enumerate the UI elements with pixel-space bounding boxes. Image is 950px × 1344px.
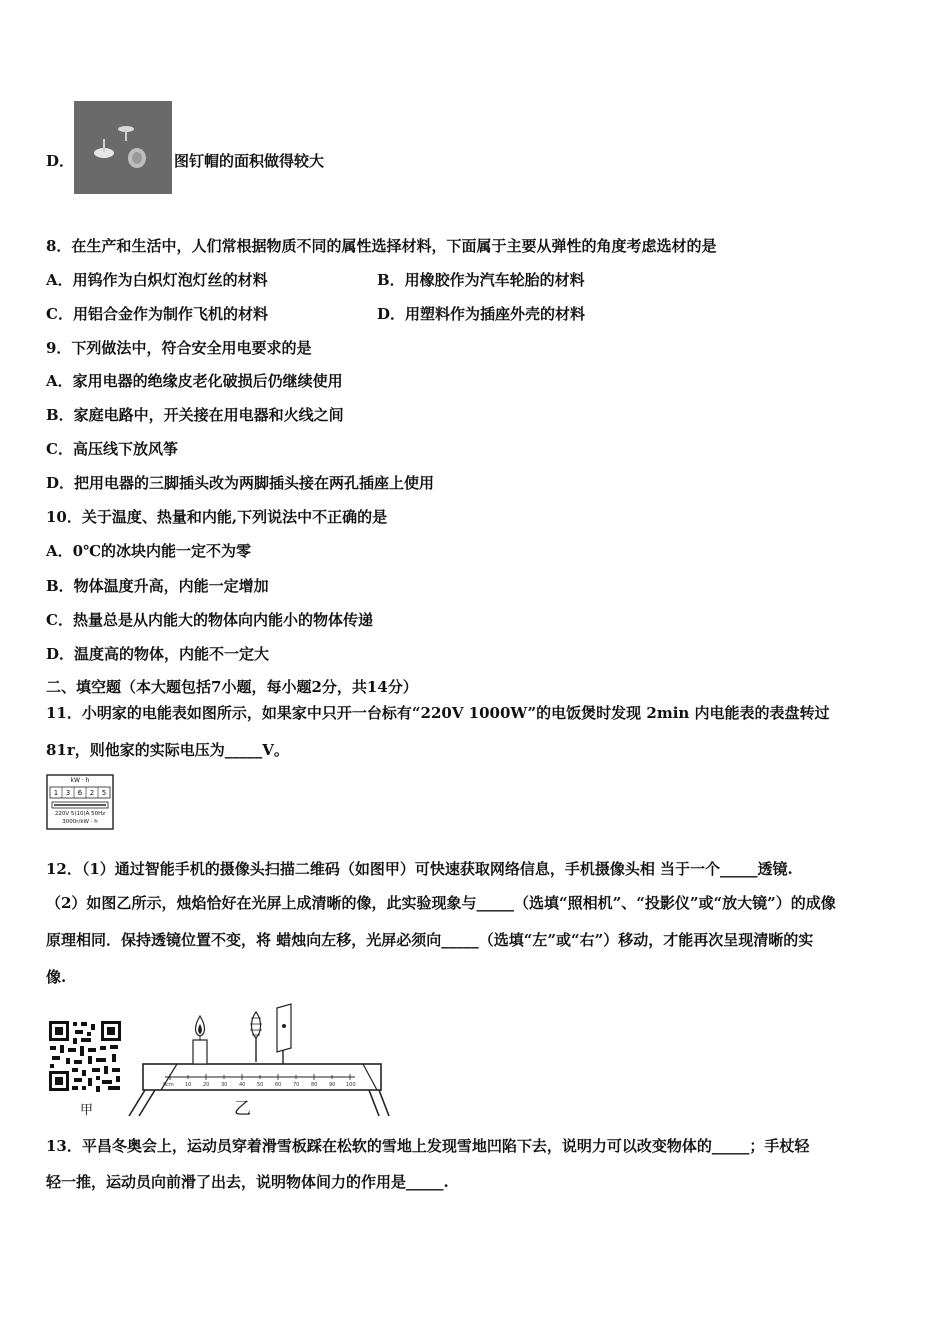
q8-option-c: C．用铝合金作为制作飞机的材料: [46, 305, 268, 323]
q11-line-1: 11．小明家的电能表如图所示，如果家中只开一台标有“220V 1000W”的电饭煲时发现 2min 内电能表的表盘转过: [46, 704, 830, 722]
electric-meter-figure: [46, 774, 114, 830]
section-2-heading: 二、填空题（本大题包括7小题，每小题2分，共14分）: [46, 678, 418, 696]
meter-digit: 1: [53, 789, 59, 797]
meter-digit: 6: [77, 789, 83, 797]
meter-unit: kW · h: [70, 777, 90, 784]
q7-option-d-label: D．: [46, 152, 75, 170]
q12-line-3: 原理相同．保持透镜位置不变，将 蜡烛向左移，光屏必须向_____（选填“左”或“右”）移动，才能再次呈现清晰的实: [46, 931, 814, 949]
ruler-tick: 0cm: [163, 1082, 174, 1088]
meter-digit: 5: [101, 789, 107, 797]
ruler-tick: 80: [311, 1082, 318, 1088]
optical-bench-figure: [125, 1002, 390, 1122]
q9-option-d: D．把用电器的三脚插头改为两脚插头接在两孔插座上使用: [46, 474, 435, 492]
q9-stem: 9．下列做法中，符合安全用电要求的是: [46, 339, 312, 357]
q8-option-a: A．用钨作为白炽灯泡灯丝的材料: [46, 271, 268, 289]
ruler-tick: 90: [329, 1082, 336, 1088]
ruler-tick: 60: [275, 1082, 282, 1088]
q8-option-b: B．用橡胶作为汽车轮胎的材料: [377, 271, 585, 289]
meter-digits: [50, 788, 110, 798]
q10-option-c: C．热量总是从内能大的物体向内能小的物体传递: [46, 611, 373, 629]
ruler-tick: 70: [293, 1082, 300, 1088]
ruler-tick: 20: [203, 1082, 210, 1088]
q9-option-b: B．家庭电路中，开关接在用电器和火线之间: [46, 406, 344, 424]
q12-line-2: （2）如图乙所示，烛焰恰好在光屏上成清晰的像，此实验现象与_____（选填“照相机”、“投影仪”或“放大镜”）的成像: [46, 894, 836, 912]
ruler-tick-labels: [163, 1081, 363, 1089]
figure-yi-label: 乙: [234, 1099, 251, 1119]
meter-spec-2: 3000r/kW · h: [62, 819, 98, 825]
meter-spec-1: 220V 5(10)A 50Hz: [54, 811, 106, 817]
q10-stem: 10．关于温度、热量和内能,下列说法中不正确的是: [46, 508, 388, 526]
ruler-tick: 10: [185, 1082, 192, 1088]
qr-code-figure: [46, 1018, 124, 1094]
q7-option-d-text: 图钉帽的面积做得较大: [174, 152, 325, 170]
q10-option-b: B．物体温度升高，内能一定增加: [46, 577, 269, 595]
q12-line-1: 12．（1）通过智能手机的摄像头扫描二维码（如图甲）可快速获取网络信息，手机摄像头相 当于一个_____透镜.: [46, 860, 793, 878]
q11-line-2: 81r，则他家的实际电压为_____V。: [46, 741, 289, 759]
ruler-tick: 40: [239, 1082, 246, 1088]
q9-option-a: A．家用电器的绝缘皮老化破损后仍继续使用: [46, 372, 343, 390]
ruler-tick: 50: [257, 1082, 264, 1088]
q12-line-4: 像.: [46, 968, 67, 986]
meter-digit: 2: [89, 789, 95, 797]
meter-digit: 3: [65, 789, 71, 797]
thumbtack-photo: [74, 101, 172, 194]
ruler-tick: 30: [221, 1082, 228, 1088]
q10-option-a: A．0℃的冰块内能一定不为零: [46, 542, 252, 560]
q9-option-c: C．高压线下放风筝: [46, 440, 178, 458]
q8-stem: 8．在生产和生活中，人们常根据物质不同的属性选择材料，下面属于主要从弹性的角度考虑选材的是: [46, 237, 717, 255]
q8-option-d: D．用塑料作为插座外壳的材料: [377, 305, 586, 323]
q13-line-2: 轻一推，运动员向前滑了出去，说明物体间力的作用是_____.: [46, 1173, 449, 1191]
ruler-tick: 100: [346, 1082, 356, 1088]
q10-option-d: D．温度高的物体，内能不一定大: [46, 645, 270, 663]
q13-line-1: 13．平昌冬奥会上，运动员穿着滑雪板踩在松软的雪地上发现雪地凹陷下去，说明力可以改变物体的_____；手杖轻: [46, 1137, 810, 1155]
figure-jia-label: 甲: [80, 1103, 94, 1118]
